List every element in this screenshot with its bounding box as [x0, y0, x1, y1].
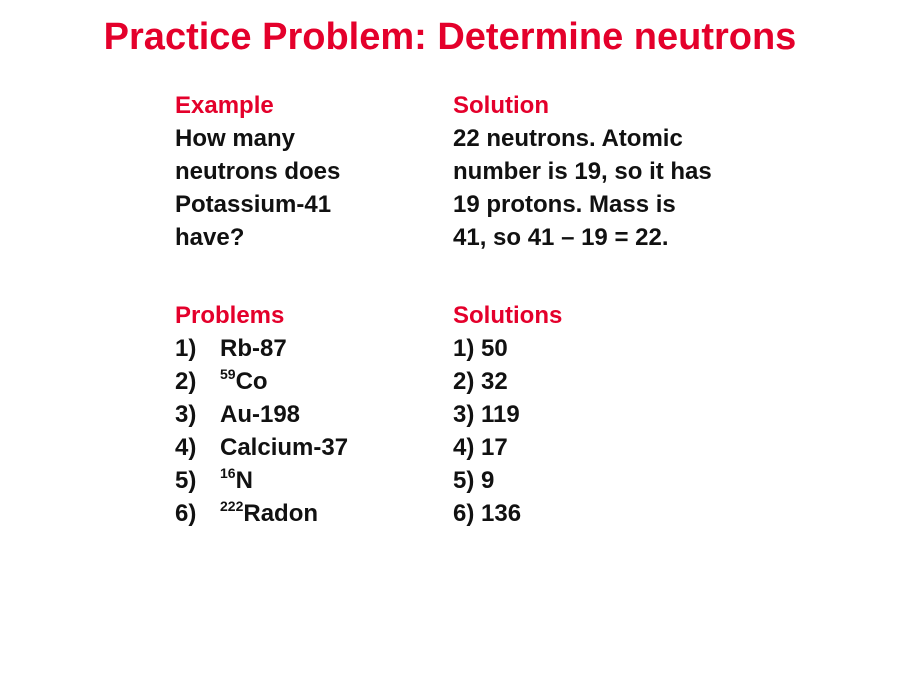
problem-number: 6): [175, 500, 197, 527]
solution-item: 4) 17: [453, 434, 508, 461]
solution-line: number is 19, so it has: [453, 158, 712, 185]
solution-line: 22 neutrons. Atomic: [453, 125, 683, 152]
problem-number: 5): [175, 467, 197, 494]
solution-item: 5) 9: [453, 467, 495, 494]
problem-item: [175, 431, 435, 464]
solution-item: 6) 136: [453, 500, 522, 527]
problem-item: [175, 497, 435, 530]
problem-number: 1): [175, 335, 197, 362]
example-line: neutrons does: [175, 158, 341, 185]
example-line: How many: [175, 125, 296, 152]
slide-title: Practice Problem: Determine neutrons: [103, 16, 797, 58]
problem-item: [175, 332, 435, 365]
problem-number: 3): [175, 401, 197, 428]
problem-item: [175, 464, 435, 497]
problem-number: 2): [175, 368, 197, 395]
solution-heading: Solution: [453, 92, 549, 119]
problem-text: Co: [235, 368, 268, 395]
solutions-section: [453, 299, 713, 530]
problems-section: [175, 299, 435, 530]
solution-section: [453, 89, 873, 254]
problem-mass-number: 16: [220, 465, 236, 481]
solutions-heading: Solutions: [453, 302, 563, 329]
problem-text: N: [235, 467, 253, 494]
problems-heading: Problems: [175, 302, 285, 329]
problem-text: Calcium-37: [220, 434, 349, 461]
problem-mass-number: 59: [220, 366, 236, 382]
problem-text: Au-198: [220, 401, 301, 428]
example-line: Potassium-41: [175, 191, 332, 218]
solution-line: 41, so 41 – 19 = 22.: [453, 224, 669, 251]
problem-mass-number: 222: [220, 498, 244, 514]
solution-item: 2) 32: [453, 368, 508, 395]
solution-line: 19 protons. Mass is: [453, 191, 676, 218]
solution-item: 1) 50: [453, 335, 508, 362]
solution-item: 3) 119: [453, 401, 520, 428]
problem-text: Rb-87: [220, 335, 287, 362]
problem-number: 4): [175, 434, 197, 461]
problem-item: [175, 398, 435, 431]
example-section: [175, 89, 435, 254]
problem-text: Radon: [243, 500, 319, 527]
problem-item: [175, 365, 435, 398]
example-line: have?: [175, 224, 245, 251]
example-heading: Example: [175, 92, 274, 119]
